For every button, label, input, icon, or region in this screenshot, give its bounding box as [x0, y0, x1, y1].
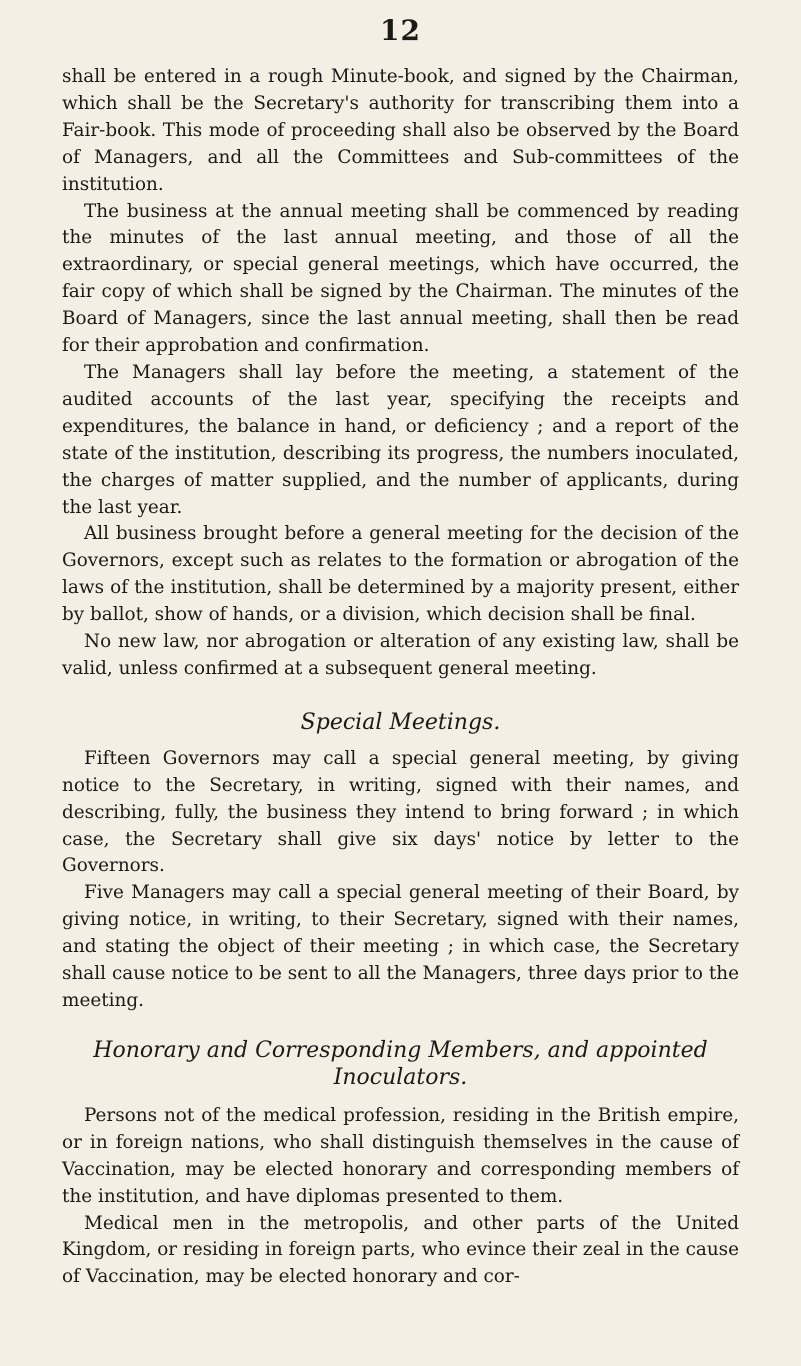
paragraph-general-business: All business brought before a general meeting for the decision of the Governors, except such as relates to the formation or abrogation of the laws of the institution, shall be determined by a majority present, either by ballot, show of hands, or a division, which decision shall be final.	[62, 523, 739, 626]
paragraph-minute-book: shall be entered in a rough Minute-book, and signed by the Chairman, which shall be the Secretary's authority for transcribing them into a Fair-book. This mode of proceeding shall also be observed by the Board of Managers, and all the Committees and Sub-committees of the institution.	[62, 66, 739, 195]
paragraph-medical-men: Medical men in the metropolis, and other parts of the United Kingdom, or residing in foreign parts, who evince their zeal in the cause of Vaccination, may be elected honorary and cor-	[62, 1212, 739, 1288]
page-number: 12	[380, 14, 421, 47]
paragraph-annual-meeting: The business at the annual meeting shall be commenced by reading the minutes of the last annual meeting, and those of all the extraordinary, or special general meetings, which have occurred, the fair copy of which shall be signed by the Chairman. The minutes of the Board of Managers, since the last annual meeting, shall then be read for their approbation and confirmation.	[62, 200, 739, 357]
paragraph-new-law: No new law, nor abrogation or alteration of any existing law, shall be valid, unless confirmed at a subsequent general meeting.	[62, 631, 739, 679]
paragraph-five-managers: Five Managers may call a special general meeting of their Board, by giving notice, in writing, to their Secretary, signed with their names, and stating the object of their meeting ; in which case, the Secretary shall cause notice to be sent to all the Managers, three days prior to the meeting.	[62, 882, 739, 1011]
paragraph-managers-statement: The Managers shall lay before the meeting, a statement of the audited accounts of the last year, specifying the receipts and expenditures, the balance in hand, or deficiency ; and a report of the state of the institution, describing its progress, the numbers inoculated, the charges of matter supplied, and the number of applicants, during the last year.	[62, 361, 739, 518]
paragraph-persons-not-medical: Persons not of the medical profession, residing in the British empire, or in foreign nations, who shall distinguish themselves in the cause of Vaccination, may be elected honorary and corresponding members of the institution, and have diplomas presented to them.	[62, 1104, 739, 1207]
section-heading-special-meetings: Special Meetings.	[300, 709, 501, 735]
section-heading-honorary-members: Honorary and Corresponding Members, and appointed Inoculators.	[93, 1037, 708, 1090]
paragraph-fifteen-governors: Fifteen Governors may call a special general meeting, by giving notice to the Secretary, in writing, signed with their names, and describing, fully, the business they intend to bring forward ; in which case, the Secretary shall give six days' notice by letter to the Governors.	[62, 747, 739, 877]
